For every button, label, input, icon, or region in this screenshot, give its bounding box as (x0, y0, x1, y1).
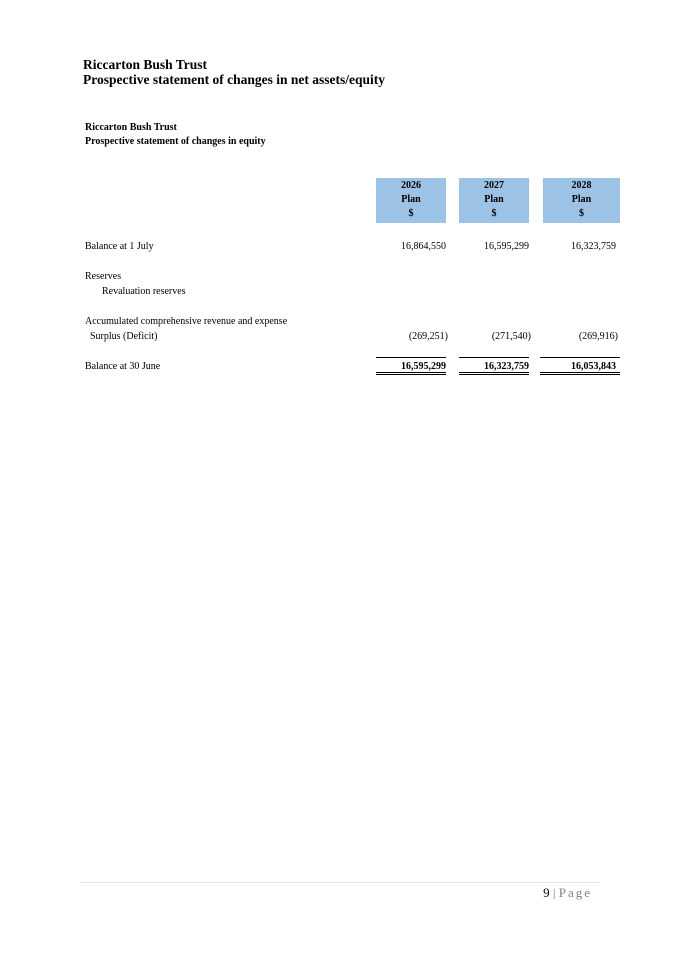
cell-balance-open-2026: 16,864,550 (401, 241, 446, 252)
double-underline (376, 372, 446, 375)
double-underline (459, 372, 529, 375)
row-label-balance-open: Balance at 1 July (85, 241, 154, 252)
column-year: 2026 (401, 180, 421, 191)
page-separator: | (552, 885, 556, 900)
column-type: Plan (401, 194, 421, 205)
document-org-title: Riccarton Bush Trust (83, 57, 208, 72)
row-label-revaluation-reserves: Revaluation reserves (102, 286, 186, 297)
document-title: Prospective statement of changes in net assets/equity (83, 72, 385, 87)
page-word: Page (558, 885, 592, 900)
row-label-accumulated: Accumulated comprehensive revenue and expense (85, 316, 288, 327)
row-label-reserves: Reserves (85, 271, 122, 282)
cell-balance-close-2028: 16,053,843 (540, 357, 620, 373)
column-type: Plan (484, 194, 504, 205)
column-year: 2028 (571, 180, 592, 191)
cell-balance-close-2027: 16,323,759 (459, 357, 529, 373)
cell-balance-close-2026: 16,595,299 (376, 357, 446, 373)
table-org-title: Riccarton Bush Trust (85, 122, 177, 133)
page-footer (543, 885, 592, 901)
double-underline (540, 372, 620, 375)
column-header-2027 (459, 178, 529, 223)
column-unit: $ (579, 208, 584, 219)
row-label-balance-close: Balance at 30 June (85, 361, 161, 372)
cell-surplus-2028: (269,916) (578, 331, 618, 342)
cell-balance-open-2027: 16,595,299 (484, 241, 529, 252)
column-unit: $ (408, 208, 414, 219)
cell-surplus-2027: (271,540) (491, 331, 531, 342)
column-year: 2027 (484, 180, 504, 191)
column-type: Plan (571, 194, 592, 205)
column-header-2026 (376, 178, 446, 223)
footer-divider (80, 882, 600, 883)
cell-surplus-2026: (269,251) (408, 331, 448, 342)
row-label-surplus-deficit: Surplus (Deficit) (90, 331, 158, 342)
column-unit: $ (491, 208, 497, 219)
cell-balance-open-2028: 16,323,759 (571, 241, 616, 252)
table-title: Prospective statement of changes in equity (85, 136, 266, 147)
page-number: 9 (543, 885, 550, 900)
column-header-2028 (543, 178, 620, 223)
